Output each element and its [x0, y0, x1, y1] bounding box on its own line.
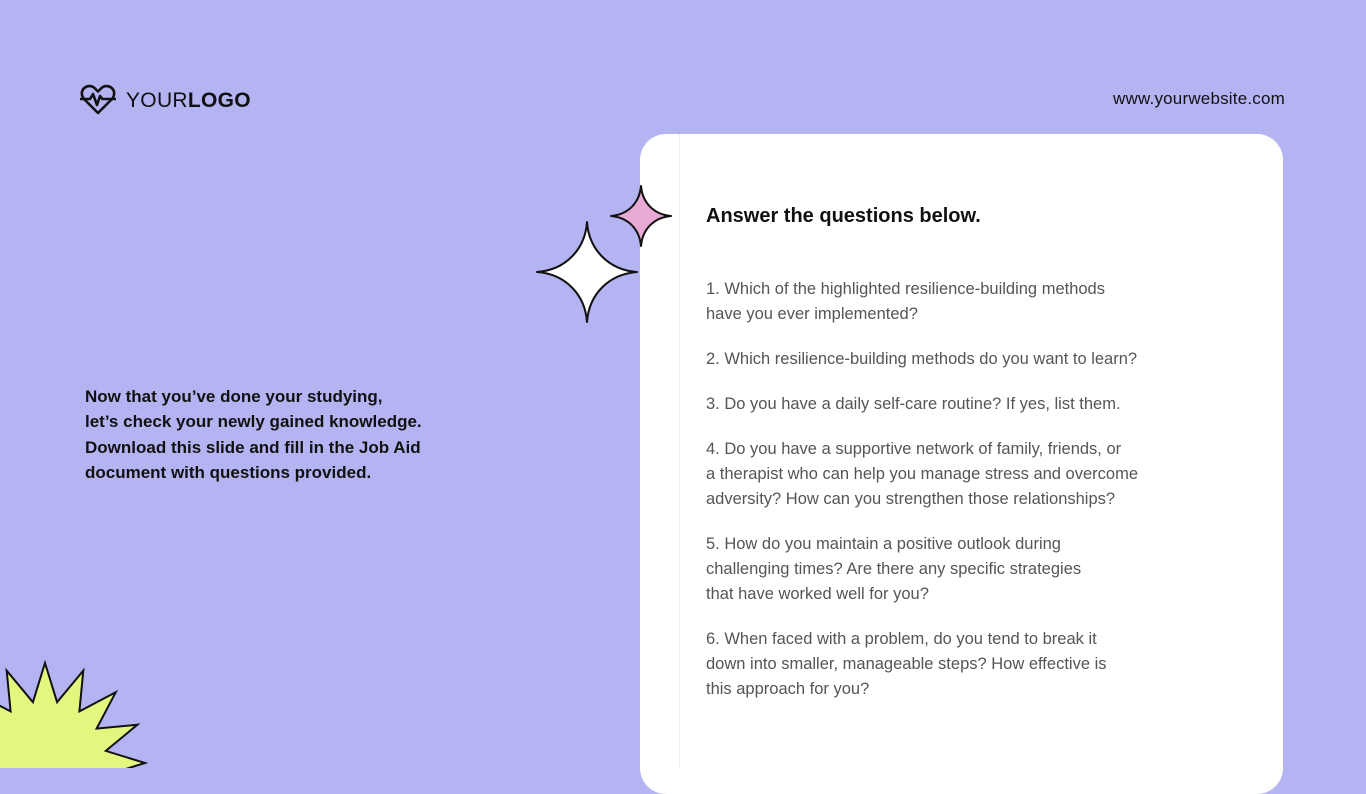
question-item: [706, 532, 1226, 607]
question-item: [706, 437, 1226, 512]
question-line: down into smaller, manageable steps? How effective is: [706, 655, 1107, 673]
question-line: this approach for you?: [706, 680, 870, 698]
question-line: 4. Do you have a supportive network of family, friends, or: [706, 440, 1122, 458]
sparkle-pink-icon: [609, 184, 673, 248]
question-line: 1. Which of the highlighted resilience-building methods: [706, 280, 1105, 298]
logo[interactable]: [80, 84, 251, 116]
question-line: adversity? How can you strengthen those relationships?: [706, 490, 1116, 508]
intro-line: document with questions provided.: [85, 462, 372, 482]
question-line: 6. When faced with a problem, do you tend to break it: [706, 630, 1097, 648]
intro-line: Now that you’ve done your studying,: [85, 387, 383, 406]
card-divider: [679, 134, 680, 768]
question-line: that have worked well for you?: [706, 585, 929, 603]
question-line: 3. Do you have a daily self-care routine? If yes, list them.: [706, 395, 1121, 413]
website-url[interactable]: www.yourwebsite.com: [1113, 89, 1285, 108]
question-line: a therapist who can help you manage stress and overcome: [706, 465, 1138, 483]
question-list: [706, 277, 1226, 722]
question-item: [706, 347, 1226, 372]
question-item: [706, 277, 1226, 327]
question-line: 2. Which resilience-building methods do you want to learn?: [706, 350, 1138, 368]
question-line: have you ever implemented?: [706, 305, 918, 323]
question-line: challenging times? Are there any specific strategies: [706, 560, 1082, 578]
heart-pulse-icon: [80, 84, 116, 116]
intro-line: let’s check your newly gained knowledge.: [85, 412, 422, 432]
logo-text: YOURLOGO: [126, 88, 251, 112]
intro-line: Download this slide and fill in the Job Aid: [85, 437, 421, 457]
starburst-icon: [0, 655, 160, 768]
question-item: [706, 627, 1226, 702]
intro-text: [85, 384, 525, 485]
question-line: 5. How do you maintain a positive outlook during: [706, 535, 1061, 553]
question-item: [706, 392, 1226, 417]
card-title: Answer the questions below.: [706, 205, 981, 227]
